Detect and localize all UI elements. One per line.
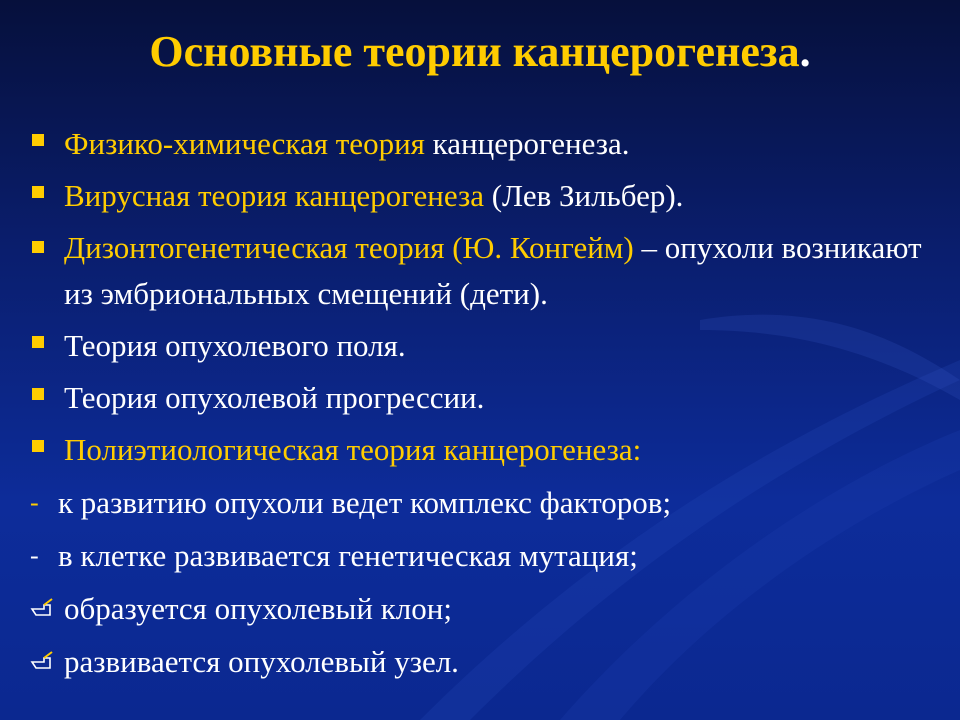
item-text-highlight: Полиэтиологическая теория канцерогенеза: — [64, 432, 642, 467]
list-item — [28, 170, 938, 222]
item-text: Теория опухолевой прогрессии. — [64, 380, 485, 415]
slide-title — [0, 26, 960, 77]
item-text: канцерогенеза. — [432, 126, 630, 161]
item-text: к развитию опухоли ведет комплекс факторов; — [58, 485, 672, 520]
item-text: (Лев Зильбер). — [491, 178, 684, 213]
item-text-highlight: Вирусная теория канцерогенеза — [64, 178, 492, 213]
item-text-highlight: Физико-химическая теория — [64, 126, 433, 161]
list-item — [28, 372, 938, 424]
list-item — [28, 636, 938, 688]
list-item: - в клетке развивается генетическая мутация; — [30, 538, 638, 573]
title-text: Основные теории канцерогенеза — [149, 27, 800, 76]
list-item — [28, 320, 938, 372]
item-text: Теория опухолевого поля. — [64, 328, 406, 363]
list-item — [28, 118, 938, 170]
list-item: - к развитию опухоли ведет комплекс факторов; — [30, 485, 672, 520]
list-item — [28, 225, 938, 317]
item-text: – опухоли возникают из эмбриональных смещений (дети). — [64, 230, 922, 311]
item-text: развивается опухолевый узел. — [64, 644, 459, 679]
item-text: в клетке развивается генетическая мутация; — [58, 538, 638, 573]
list-item — [28, 424, 938, 476]
title-dot: . — [799, 27, 811, 76]
list-item — [28, 583, 938, 635]
item-text-highlight: Дизонтогенетическая теория (Ю. Конгейм) — [64, 230, 642, 265]
item-text: образуется опухолевый клон; — [64, 591, 452, 626]
